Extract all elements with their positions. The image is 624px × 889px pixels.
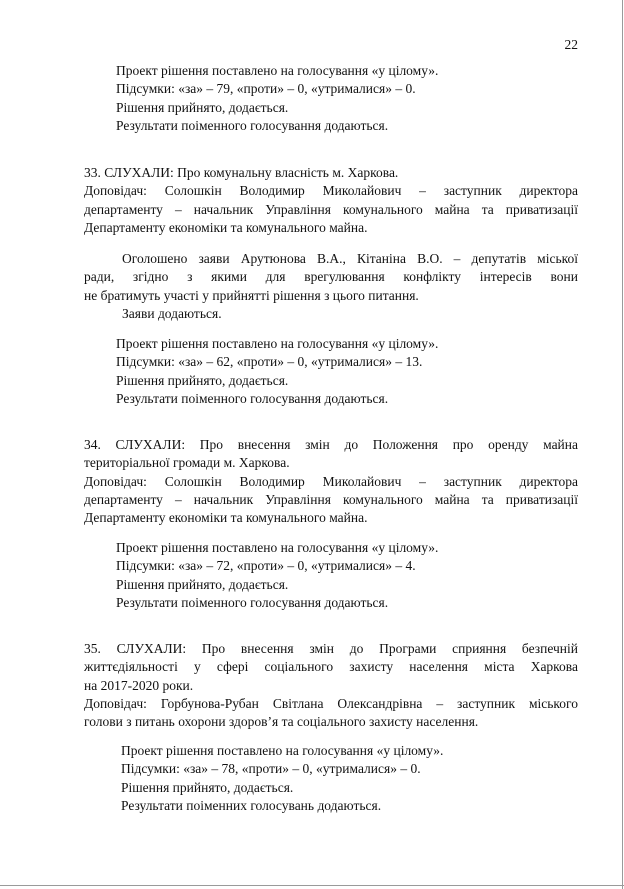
decision-line: Рішення прийнято, додається. [116, 99, 289, 115]
notice-line: Оголошено заяви Арутюнова В.А., Кітаніна В.О. – депутатів міської [122, 251, 578, 266]
notice-line: ради, згідно з якими для врегулювання конфлікту інтересів вони [84, 269, 578, 285]
vote-status-line: Проект рішення поставлено на голосування «у цілому». [116, 540, 439, 555]
speaker-line: голови з питань охорони здоров’я та соціального захисту населення. [84, 714, 479, 730]
vote-results-block [116, 62, 438, 135]
item-heading: 34. СЛУХАЛИ: Про внесення змін до Положення про оренду майна [84, 437, 578, 452]
speaker-line: Департаменту економіки та комунального майна. [84, 510, 368, 526]
vote-tally-line: Підсумки: «за» – 79, «проти» – 0, «утрималися» – 0. [116, 81, 416, 97]
vote-results-block [116, 539, 438, 612]
roll-call-line: Результати поіменного голосування додаються. [116, 594, 389, 610]
vote-results-block [116, 335, 438, 408]
vote-tally-line: Підсумки: «за» – 62, «проти» – 0, «утрималися» – 13. [116, 354, 423, 370]
notice-line: Заяви додаються. [122, 305, 222, 321]
vote-status-line: Проект рішення поставлено на голосування «у цілому». [116, 63, 439, 78]
page-number: 22 [564, 37, 578, 52]
decision-line: Рішення прийнято, додається. [116, 576, 289, 592]
decision-line: Рішення прийнято, додається. [121, 779, 294, 795]
item-heading: на 2017-2020 роки. [84, 677, 194, 693]
agenda-item-35 [84, 640, 578, 731]
speaker-line: Доповідач: Солошкін Володимир Миколайович – заступник директора [84, 473, 578, 489]
item-heading: територіальної громади м. Харкова. [84, 455, 290, 471]
decision-line: Рішення прийнято, додається. [116, 372, 289, 388]
page-edge-bottom [0, 885, 624, 886]
vote-status-line: Проект рішення поставлено на голосування «у цілому». [121, 743, 444, 758]
speaker-line: Департаменту економіки та комунального майна. [84, 219, 368, 235]
agenda-item-33 [84, 164, 578, 237]
vote-tally-line: Підсумки: «за» – 72, «проти» – 0, «утрималися» – 4. [116, 558, 416, 574]
conflict-notice [84, 250, 578, 323]
speaker-line: департаменту – начальник Управління комунального майна та приватизації [84, 491, 578, 507]
agenda-item-34 [84, 436, 578, 527]
speaker-line: Доповідач: Солошкін Володимир Миколайович – заступник директора [84, 183, 578, 199]
speaker-line: Доповідач: Горбунова-Рубан Світлана Олександрівна – заступник міського [84, 695, 578, 711]
item-heading: життєдіяльності у сфері соціального захисту населення міста Харкова [84, 659, 578, 675]
roll-call-line: Результати поіменного голосування додаються. [116, 117, 389, 133]
vote-tally-line: Підсумки: «за» – 78, «проти» – 0, «утрималися» – 0. [121, 761, 421, 777]
vote-status-line: Проект рішення поставлено на голосування «у цілому». [116, 336, 439, 351]
roll-call-line: Результати поіменних голосувань додаються. [121, 797, 382, 813]
page-edge-right [622, 0, 623, 889]
speaker-line: департаменту – начальник Управління комунального майна та приватизації [84, 201, 578, 217]
roll-call-line: Результати поіменного голосування додаються. [116, 390, 389, 406]
vote-results-block [121, 742, 443, 815]
item-heading: 35. СЛУХАЛИ: Про внесення змін до Програми сприяння безпечній [84, 641, 578, 656]
item-heading: 33. СЛУХАЛИ: Про комунальну власність м. Харкова. [84, 165, 399, 180]
notice-line: не братимуть участі у прийнятті рішення з цього питання. [84, 287, 419, 303]
